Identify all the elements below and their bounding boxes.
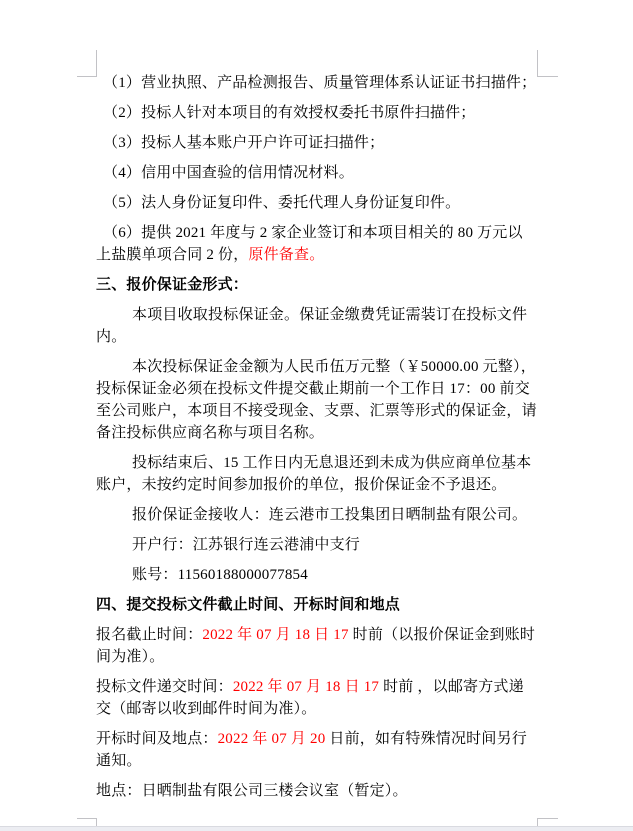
submit-deadline-rest: 时前 ，以邮寄方式递交（邮寄以收到邮件时间为准）。 [96, 679, 524, 717]
list-item-1: （1）营业执照、产品检测报告、质量管理体系认证证书扫描件； [103, 75, 537, 91]
list-item-2: （2）投标人针对本项目的有效授权委托书原件扫描件； [103, 105, 476, 121]
paragraph-refund-terms: 投标结束后、15 工作日内无息退还到未成为供应商单位基本账户，未按约定时间参加报价的单位，报价保证金不予退还。 [96, 455, 532, 493]
list-item-3: （3）投标人基本账户开户许可证扫描件； [103, 135, 385, 151]
sign-deadline-label: 报名截止时间： [96, 627, 203, 643]
section-heading-four: 四、提交投标文件截止时间、开标时间和地点 [96, 597, 401, 613]
list-item-4: （4）信用中国查验的信用情况材料。 [103, 165, 354, 181]
margin-mark-top-right [537, 50, 558, 77]
document-body [96, 72, 537, 810]
sign-deadline-date: 2022 年 07 月 18 日 17 [202, 627, 353, 643]
paragraph-collect-deposit: 本项目收取投标保证金。保证金缴费凭证需装订在投标文件内。 [96, 307, 528, 345]
paragraph-bid-opening [96, 728, 537, 772]
bid-opening-label: 开标时间及地点： [96, 731, 218, 747]
page-boundary-gap [0, 826, 633, 831]
paragraph-deposit-receiver: 报价保证金接收人：连云港市工投集团日晒制盐有限公司。 [132, 507, 528, 523]
bid-opening-rest: 日前，如有特殊情况时间另行通知。 [96, 731, 527, 769]
list-item-6-red-note: 原件备查。 [248, 247, 325, 263]
list-item-5: （5）法人身份证复印件、委托代理人身份证复印件。 [103, 195, 461, 211]
paragraph-sign-deadline [96, 624, 537, 668]
submit-deadline-date: 2022 年 07 月 18 日 17 [232, 679, 384, 695]
bid-opening-date: 2022 年 07 月 20 [217, 731, 330, 747]
list-item-6-text: （6）提供 2021 年度与 2 家企业签订和本项目相关的 80 万元以上盐膜单项合同 2 份， [96, 225, 523, 263]
submit-deadline-label: 投标文件递交时间： [96, 679, 233, 695]
paragraph-account-number: 账号：11560188000077854 [132, 567, 308, 583]
paragraph-deposit-amount: 本次投标保证金金额为人民币伍万元整（￥50000.00 元整），投标保证金必须在投标文件提交截止期前一个工作日 17：00 前交至公司账户，本项目不接受现金、支票、汇票等形式的保证金，请备注投标供应商名称与项目名称。 [96, 359, 537, 441]
margin-mark-top-left [77, 50, 97, 77]
paragraph-submit-deadline [96, 676, 537, 720]
section-heading-three: 三、报价保证金形式： [96, 277, 249, 293]
paragraph-location: 地点：日晒制盐有限公司三楼会议室（暂定）。 [96, 783, 408, 799]
sign-deadline-rest: 时前（以报价保证金到账时间为准）。 [96, 627, 536, 665]
list-item-6 [96, 222, 537, 266]
paragraph-bank-name: 开户行：江苏银行连云港浦中支行 [132, 537, 361, 553]
